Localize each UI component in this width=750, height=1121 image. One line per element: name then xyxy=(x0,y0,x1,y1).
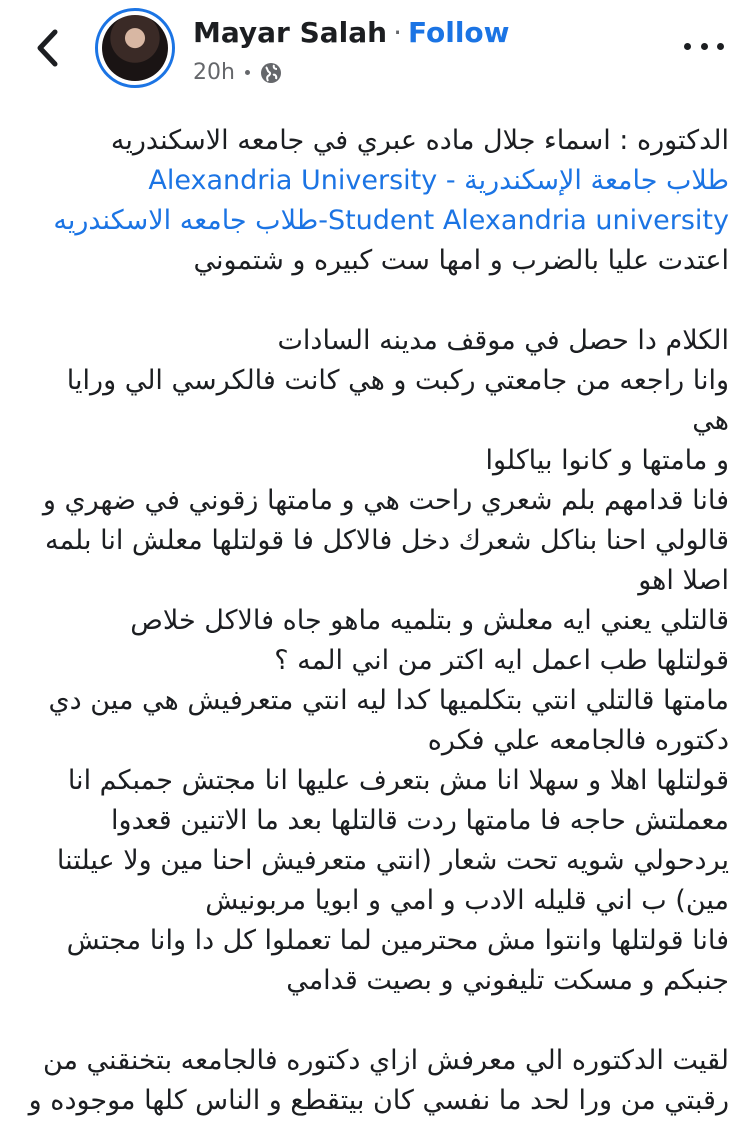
follow-button[interactable]: Follow xyxy=(408,16,510,49)
post-time[interactable]: 20h xyxy=(193,60,235,85)
group-link-student[interactable]: Student Alexandria university-طلاب جامعه الاسكندريه xyxy=(53,205,729,236)
post-line: وانا راجعه من جامعتي ركبت و هي كانت فالكرسي الي ورايا هي xyxy=(66,365,729,436)
more-dot xyxy=(684,43,691,50)
post-line: و مامتها و كانوا بياكلوا xyxy=(485,445,729,476)
post-line: اعتدت عليا بالضرب و امها ست كبيره و شتموني xyxy=(193,245,729,276)
more-dot xyxy=(717,43,724,50)
author-name[interactable]: Mayar Salah xyxy=(193,16,388,49)
more-options-button[interactable] xyxy=(684,34,724,58)
more-dot xyxy=(701,43,708,50)
post-line: قولتلها طب اعمل ايه اكتر من اني المه ؟ xyxy=(274,645,729,676)
post-line: الكلام دا حصل في موقف مدينه السادات xyxy=(277,325,729,356)
post-header xyxy=(0,0,750,110)
paragraph-gap xyxy=(26,1001,729,1041)
post-line: قولتلها اهلا و سهلا انا مش بتعرف عليها انا مجتش جمبكم انا xyxy=(67,765,729,796)
meta-separator xyxy=(245,70,250,75)
post-line: فانا قدامهم بلم شعري راحت هي و مامتها زقوني في ضهري و xyxy=(42,485,729,516)
group-link-arabic[interactable]: طلاب جامعة الإسكندرية - Alexandria University xyxy=(148,165,729,196)
post-line: دكتوره فالجامعه علي فكره xyxy=(427,725,729,756)
globe-icon[interactable] xyxy=(260,62,282,84)
chevron-left-icon xyxy=(35,28,61,68)
back-button[interactable] xyxy=(28,26,68,70)
post-line: اصلا اهو xyxy=(638,565,729,596)
post-line: جنبكم و مسكت تليفوني و بصيت قدامي xyxy=(286,965,729,996)
avatar-image xyxy=(102,15,168,81)
post-line: مين) ب اني قليله الادب و امي و ابويا مربونيش xyxy=(205,885,729,916)
post-line: يردحولي شويه تحت شعار (انتي متعرفيش احنا مين ولا عيلتنا xyxy=(56,845,729,876)
post-body xyxy=(26,121,729,1121)
post-line: مامتها قالتلي انتي بتكلميها كدا ليه انتي متعرفيش هي مين دي xyxy=(48,685,729,716)
post-line: معملتش حاجه فا مامتها ردت قالتلها بعد ما الاتنين قعدوا xyxy=(111,805,729,836)
author-line xyxy=(193,16,510,49)
avatar[interactable] xyxy=(95,8,175,88)
post-line: رقبتي من ورا لحد ما نفسي كان بيتقطع و الناس كلها موجوده و xyxy=(28,1085,729,1116)
post-line: قالولي احنا بناكل شعرك دخل فالاكل فا قولتلها معلش انا بلمه xyxy=(44,525,729,556)
separator-dot: · xyxy=(393,16,402,49)
post-line: فانا قولتلها وانتوا مش محترمين لما تعملوا كل دا وانا مجتش xyxy=(66,925,729,956)
post-line: قالتلي يعني ايه معلش و بتلميه ماهو جاه فالاكل خلاص xyxy=(130,605,729,636)
paragraph-gap xyxy=(26,281,729,321)
post-meta xyxy=(193,60,282,85)
post-line: الدكتوره : اسماء جلال ماده عبري في جامعه الاسكندريه xyxy=(110,125,729,156)
post-line: لقيت الدكتوره الي معرفش ازاي دكتوره فالجامعه بتخنقني من xyxy=(42,1045,729,1076)
